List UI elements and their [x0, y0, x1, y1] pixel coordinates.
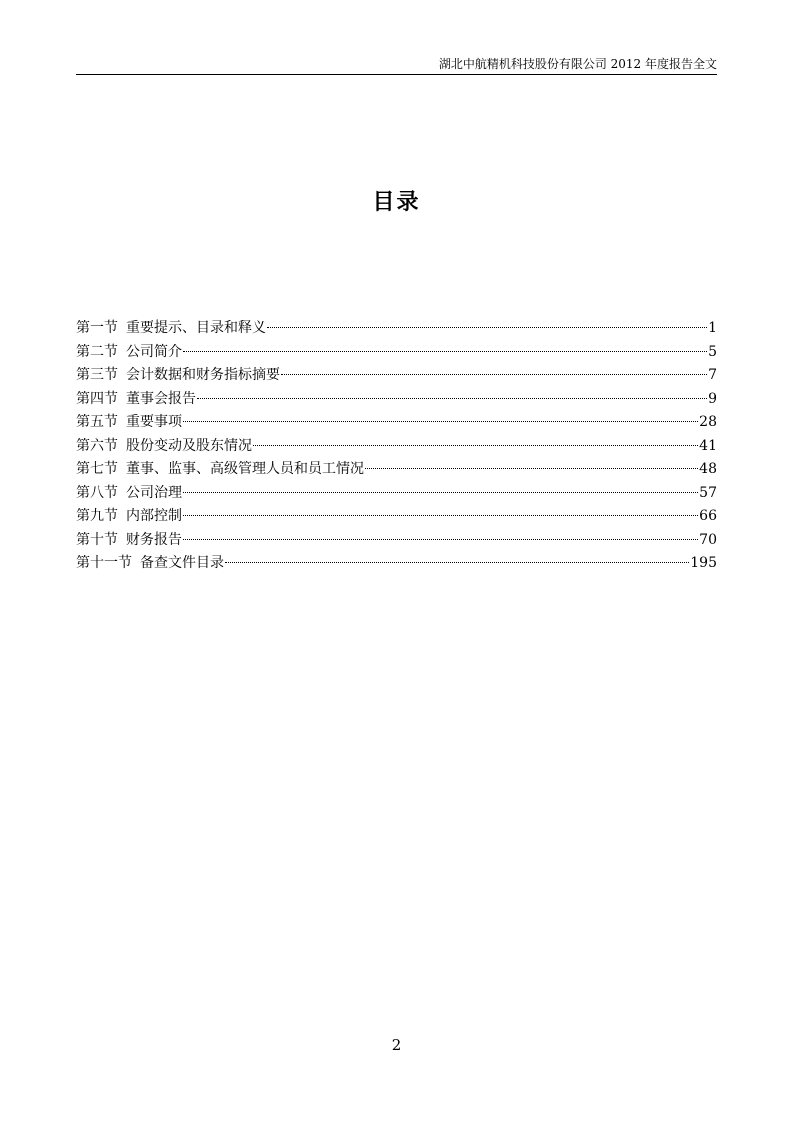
toc-section-label: 第八节: [76, 484, 118, 501]
toc-section-label: 第二节: [76, 343, 118, 360]
toc-page-number: 48: [699, 461, 717, 477]
dot-leader: [183, 515, 698, 516]
toc-entry-5[interactable]: [76, 412, 717, 436]
toc-section-name: 董事会报告: [126, 390, 196, 407]
toc-page-number: 66: [699, 508, 717, 524]
toc-section-label: 第三节: [76, 367, 118, 383]
toc-entry-10[interactable]: [76, 530, 717, 554]
toc-section-label: 第六节: [76, 437, 118, 454]
toc-section-name: 备查文件目录: [140, 555, 224, 571]
toc-section-name: 公司治理: [126, 484, 182, 501]
dot-leader: [253, 445, 698, 446]
toc-page-number: 28: [699, 414, 717, 430]
toc-page-number: 57: [699, 484, 717, 501]
toc-page-number: 9: [708, 390, 717, 407]
toc-title: 目录: [372, 190, 421, 215]
toc-section-name: 重要提示、目录和释义: [126, 320, 266, 336]
toc-entry-2[interactable]: [76, 342, 717, 366]
toc-page-number: 70: [699, 531, 717, 548]
toc-section-name: 会计数据和财务指标摘要: [126, 367, 280, 383]
dot-leader: [225, 562, 689, 563]
toc-entry-9[interactable]: [76, 506, 717, 530]
toc-page-number: 1: [708, 320, 717, 336]
toc-section-name: 财务报告: [126, 531, 182, 548]
toc-page-number: 195: [690, 555, 717, 571]
toc-section-label: 第五节: [76, 414, 118, 430]
toc-section-name: 内部控制: [126, 508, 182, 524]
table-of-contents: [76, 318, 717, 577]
toc-section-label: 第九节: [76, 508, 118, 524]
dot-leader: [183, 492, 698, 493]
dot-leader: [197, 398, 707, 399]
toc-entry-6[interactable]: [76, 436, 717, 460]
toc-section-label: 第七节: [76, 461, 118, 477]
toc-section-name: 董事、监事、高级管理人员和员工情况: [126, 461, 364, 477]
dot-leader: [281, 374, 707, 375]
page-number: 2: [391, 1036, 402, 1054]
toc-entry-4[interactable]: [76, 389, 717, 413]
toc-page-number: 41: [699, 437, 717, 454]
running-header: 湖北中航精机科技股份有限公司 2012 年度报告全文: [438, 57, 717, 71]
toc-section-name: 公司简介: [126, 343, 182, 360]
toc-section-name: 股份变动及股东情况: [126, 437, 252, 454]
toc-section-label: 第四节: [76, 390, 118, 407]
toc-entry-7[interactable]: [76, 459, 717, 483]
toc-page-number: 5: [708, 343, 717, 360]
toc-entry-8[interactable]: [76, 483, 717, 507]
toc-section-label: 第十一节: [76, 555, 132, 571]
dot-leader: [365, 468, 698, 469]
toc-entry-3[interactable]: [76, 365, 717, 389]
dot-leader: [267, 327, 707, 328]
toc-entry-11[interactable]: [76, 553, 717, 577]
header-rule: [76, 74, 717, 75]
toc-entry-1[interactable]: [76, 318, 717, 342]
dot-leader: [183, 539, 698, 540]
toc-section-name: 重要事项: [126, 414, 182, 430]
toc-section-label: 第十节: [76, 531, 118, 548]
dot-leader: [183, 351, 707, 352]
dot-leader: [183, 421, 698, 422]
toc-page-number: 7: [708, 367, 717, 383]
toc-section-label: 第一节: [76, 320, 118, 336]
